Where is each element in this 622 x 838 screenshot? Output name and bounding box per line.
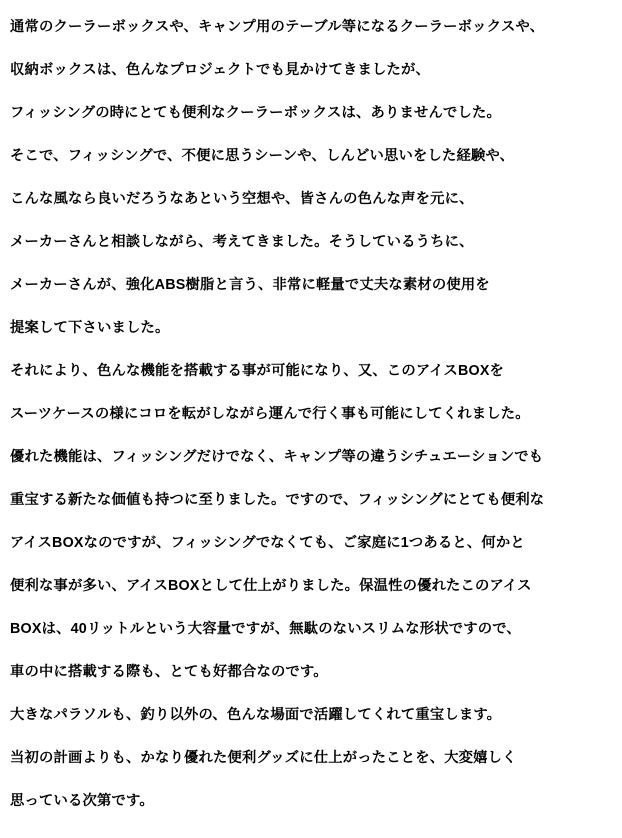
paragraph	[10, 6, 612, 135]
text-line: フィッシングの時にとても便利なクーラーボックスは、ありませんでした。	[10, 105, 501, 121]
text-line: 優れた機能は、フィッシングだけでなく、キャンプ等の違うシチュエーションでも	[10, 449, 544, 465]
text-line: 大きなパラソルも、釣り以外の、色んな場面で活躍してくれて重宝します。	[10, 707, 502, 723]
paragraph	[10, 694, 612, 737]
paragraph	[10, 135, 612, 350]
paragraph	[10, 350, 612, 436]
text-line: それにより、色んな機能を搭載する事が可能になり、又、このアイスBOXを	[10, 363, 505, 379]
text-line: アイスBOXなのですが、フィッシングでなくても、ご家庭に1つあると、何かと	[10, 535, 525, 551]
text-line: メーカーさんと相談しながら、考えてきました。そうしているうちに、	[10, 234, 474, 250]
text-line: 便利な事が多い、アイスBOXとして仕上がりました。保温性の優れたこのアイス	[10, 578, 532, 594]
text-line: 提案して下さいました。	[10, 320, 170, 336]
text-line: 収納ボックスは、色んなプロジェクトでも見かけてきましたが、	[10, 62, 430, 78]
text-line: 思っている次第です。	[10, 793, 154, 809]
text-line: こんな風なら良いだろうなあという空想や、皆さんの色んな声を元に、	[10, 191, 474, 207]
text-line: そこで、フィッシングで、不便に思うシーンや、しんどい思いをした経験や、	[10, 148, 515, 164]
text-line: 当初の計画よりも、かなり優れた便利グッズに仕上がったことを、大変嬉しく	[10, 750, 517, 766]
paragraph	[10, 436, 612, 694]
text-line: メーカーさんが、強化ABS樹脂と言う、非常に軽量で丈夫な素材の使用を	[10, 277, 490, 293]
text-line: BOXは、40リットルという大容量ですが、無駄のないスリムな形状ですので、	[10, 621, 521, 637]
text-line: 車の中に搭載する際も、とても好都合なのです。	[10, 664, 328, 680]
text-line: 重宝する新たな価値も持つに至りました。ですので、フィッシングにとても便利な	[10, 492, 545, 508]
paragraph	[10, 737, 612, 823]
text-line: スーツケースの様にコロを転がしながら運んで行く事も可能にしてくれました。	[10, 406, 530, 422]
text-line: 通常のクーラーボックスや、キャンプ用のテーブル等になるクーラーボックスや、	[10, 19, 545, 35]
